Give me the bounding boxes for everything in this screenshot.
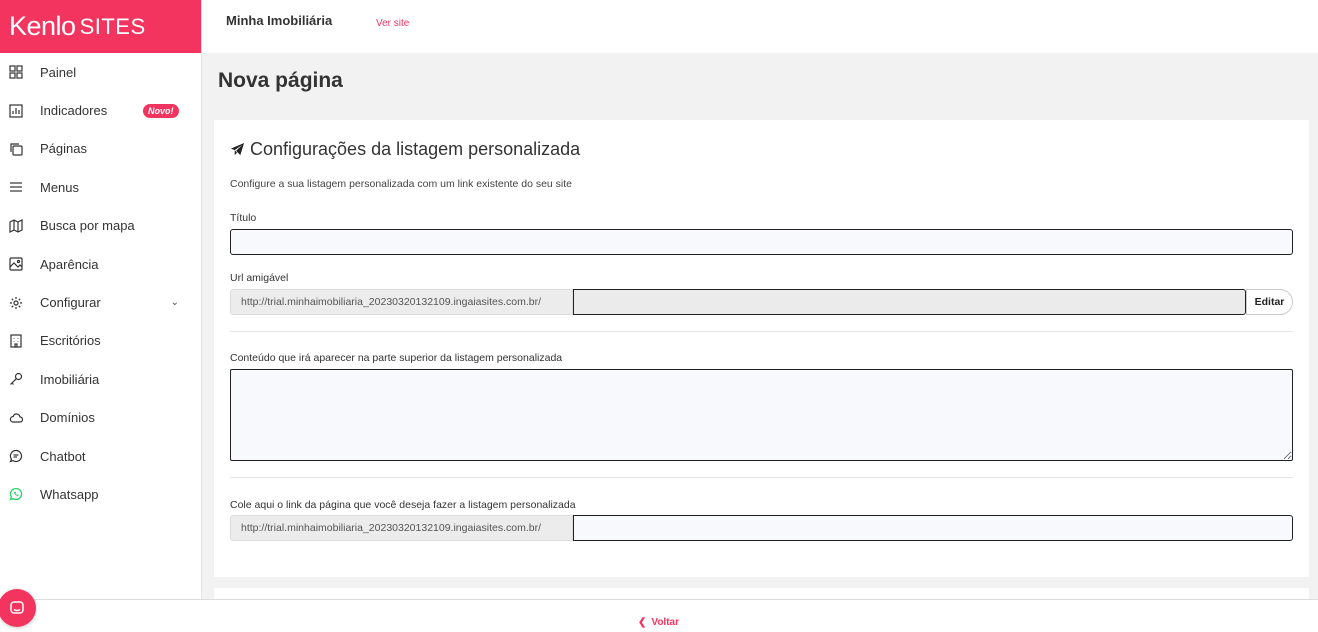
building-icon: [9, 334, 23, 348]
chat-bubble-icon: [9, 600, 25, 616]
airplane-icon: [230, 142, 245, 157]
sidebar-item-label: Escritórios: [40, 333, 101, 349]
back-label: Voltar: [651, 617, 679, 628]
chevron-left-icon: ❮: [638, 617, 647, 628]
view-site-link[interactable]: Ver site: [376, 18, 410, 29]
link-label: Cole aqui o link da página que você deseja fazer a listagem personalizada: [230, 499, 576, 511]
link-prefix: http://trial.minhaimobiliaria_20230320132109.ingaiasites.com.br/: [230, 515, 573, 541]
content-label: Conteúdo que irá aparecer na parte superior da listagem personalizada: [230, 352, 563, 364]
sidebar-item-whatsapp[interactable]: [0, 475, 201, 513]
link-input[interactable]: [573, 515, 1293, 541]
url-prefix: http://trial.minhaimobiliaria_20230320132109.ingaiasites.com.br/: [230, 289, 573, 315]
sidebar-item-label: Busca por mapa: [40, 218, 135, 234]
sidebar-item-dominios[interactable]: [0, 399, 201, 437]
sidebar-item-label: Indicadores: [40, 103, 108, 119]
divider: [230, 331, 1293, 332]
title-input[interactable]: [230, 229, 1293, 255]
sidebar-item-painel[interactable]: [0, 53, 201, 91]
sidebar-item-label: Painel: [40, 64, 77, 80]
new-badge: Novo!: [143, 104, 179, 118]
section-title-text: Configurações da listagem personalizada: [250, 139, 581, 159]
chart-icon: [9, 104, 23, 118]
key-icon: [9, 372, 23, 386]
sidebar-item-label: Configurar: [40, 295, 101, 311]
sidebar-item-imobiliaria[interactable]: [0, 360, 201, 398]
divider: [230, 477, 1293, 478]
top-header: [202, 0, 1318, 53]
sidebar-item-busca-por-mapa[interactable]: [0, 207, 201, 245]
logo-text: Kenlo: [9, 11, 76, 41]
sidebar-item-label: Domínios: [40, 410, 95, 426]
back-button[interactable]: [638, 617, 679, 628]
sidebar-nav: [0, 53, 201, 514]
cloud-icon: [9, 411, 23, 425]
sidebar-item-label: Imobiliária: [40, 371, 100, 387]
grid-icon: [9, 65, 23, 79]
url-label: Url amigável: [230, 272, 289, 284]
chevron-down-icon: ⌄: [170, 297, 179, 309]
gear-icon: [9, 296, 23, 310]
content-textarea[interactable]: [230, 369, 1293, 461]
edit-url-button[interactable]: Editar: [1246, 289, 1293, 315]
sidebar-item-label: Whatsapp: [40, 486, 99, 502]
sidebar-item-escritorios[interactable]: [0, 322, 201, 360]
sidebar-item-paginas[interactable]: [0, 130, 201, 168]
pages-icon: [9, 142, 23, 156]
whatsapp-icon: [9, 487, 23, 501]
title-label: Título: [230, 212, 257, 224]
sidebar-item-chatbot[interactable]: [0, 437, 201, 475]
custom-listing-form-card: [214, 120, 1309, 577]
footer-bar: [0, 599, 1318, 632]
sidebar-item-configurar[interactable]: [0, 283, 201, 321]
brand-logo[interactable]: [0, 0, 201, 53]
sidebar: [0, 0, 202, 632]
section-description: Configure a sua listagem personalizada com um link existente do seu site: [230, 178, 573, 190]
page-title: Nova página: [218, 69, 343, 92]
sidebar-item-label: Menus: [40, 179, 80, 195]
sidebar-item-label: Páginas: [40, 141, 87, 157]
sidebar-item-aparencia[interactable]: [0, 245, 201, 283]
sidebar-item-menus[interactable]: [0, 168, 201, 206]
logo-sites-text: SITES: [79, 13, 146, 39]
image-icon: [9, 257, 23, 271]
site-name: Minha Imobiliária: [226, 13, 333, 28]
sidebar-item-label: Aparência: [40, 256, 99, 272]
map-icon: [9, 219, 23, 233]
sidebar-item-label: Chatbot: [40, 448, 86, 464]
sidebar-item-indicadores[interactable]: [0, 91, 201, 129]
chat-icon: [9, 449, 23, 463]
menu-icon: [9, 180, 23, 194]
section-title: [230, 139, 580, 160]
url-slug-input[interactable]: [573, 289, 1246, 315]
